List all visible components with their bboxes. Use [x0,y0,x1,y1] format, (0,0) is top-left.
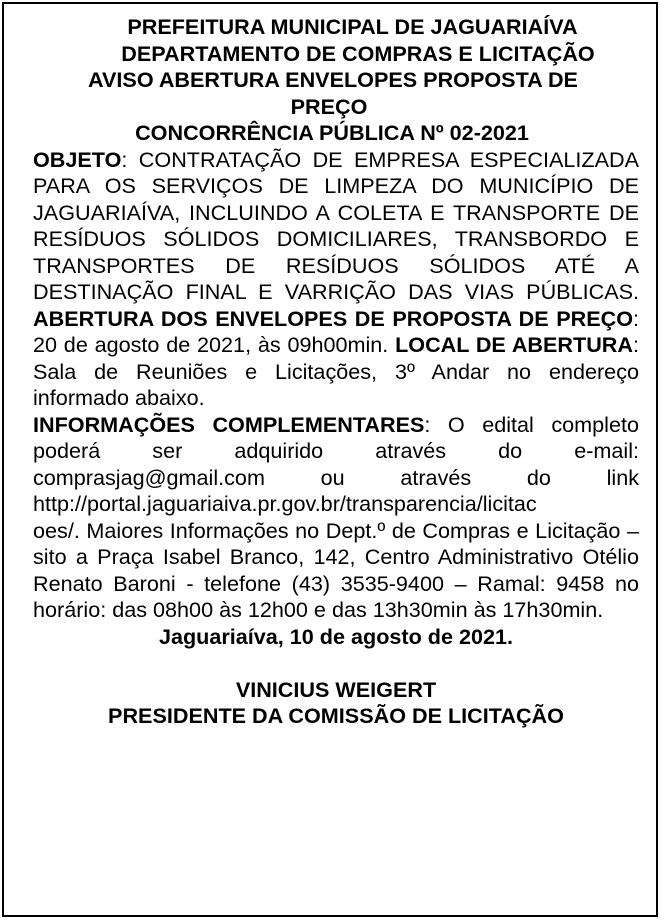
header-department: DEPARTAMENTO DE COMPRAS E LICITAÇÃO [121,40,595,66]
spacer [33,650,639,677]
informacoes-text-middle: ou através do link [264,464,639,490]
notice-body [33,147,639,412]
notice-content [33,14,639,730]
objeto-text: : CONTRATAÇÃO DE EMPRESA ESPECIALIZADA PARA OS SERVIÇOS DE LIMPEZA DO MUNICÍPIO DE JAGUARIAÍVA, INCLUINDO A COLETA E TRANSPORTE DE RESÍDUOS SÓLIDOS DOMICILIARES, TRANSBORDO E TRANSPORTES DE RESÍDUOS SÓLIDOS ATÉ A DESTINAÇÃO FINAL E VARRIÇÃO DAS VIAS PÚBLICAS. [33,146,639,304]
email-link[interactable]: comprasjag@gmail.com [33,464,265,490]
header-bid-number: CONCORRÊNCIA PÚBLICA Nº 02-2021 [135,120,529,145]
portal-link[interactable]: http://portal.jaguariaiva.pr.gov.br/transparencia/licitac [33,491,537,516]
signature-name: VINICIUS WEIGERT [235,676,437,702]
informacoes-text-before: : O edital completo poderá ser adquirido através do e-mail: [33,411,639,463]
header-notice-title: AVISO ABERTURA ENVELOPES PROPOSTA DE [88,67,578,92]
abertura-label: ABERTURA DOS ENVELOPES DE PROPOSTA DE PREÇO [33,305,633,331]
date-line: Jaguariaíva, 10 de agosto de 2021. [158,623,514,649]
informacoes-paragraph [33,412,639,624]
informacoes-label: INFORMAÇÕES COMPLEMENTARES [33,411,425,437]
signature-title: PRESIDENTE DA COMISSÃO DE LICITAÇÃO [108,703,564,728]
notice-header [33,14,639,147]
objeto-label: OBJETO [33,146,122,172]
abertura-text: : 20 de agosto de 2021, às 09h00min. [33,305,639,357]
header-notice-title-cont: PREÇO [290,93,368,119]
header-municipality: PREFEITURA MUNICIPAL DE JAGUARIAÍVA [127,14,578,39]
portal-link-cont[interactable]: oes/ [33,517,74,543]
notice-frame [2,2,658,917]
informacoes-text-after: . Maiores Informações no Dept.º de Compras e Licitação – sito a Praça Isabel Branco, 142, Centro Administrativo Otélio Renato Baroni - telefone (43) 3535-9400 – Ramal: 9458 no horário: das 08h00 às 12h00 e das 13h30min às 17h30min. [33,517,639,622]
local-text: : Sala de Reuniões e Licitações, 3º Andar no endereço informado abaixo. [33,332,639,410]
local-label: LOCAL DE ABERTURA [395,332,633,357]
